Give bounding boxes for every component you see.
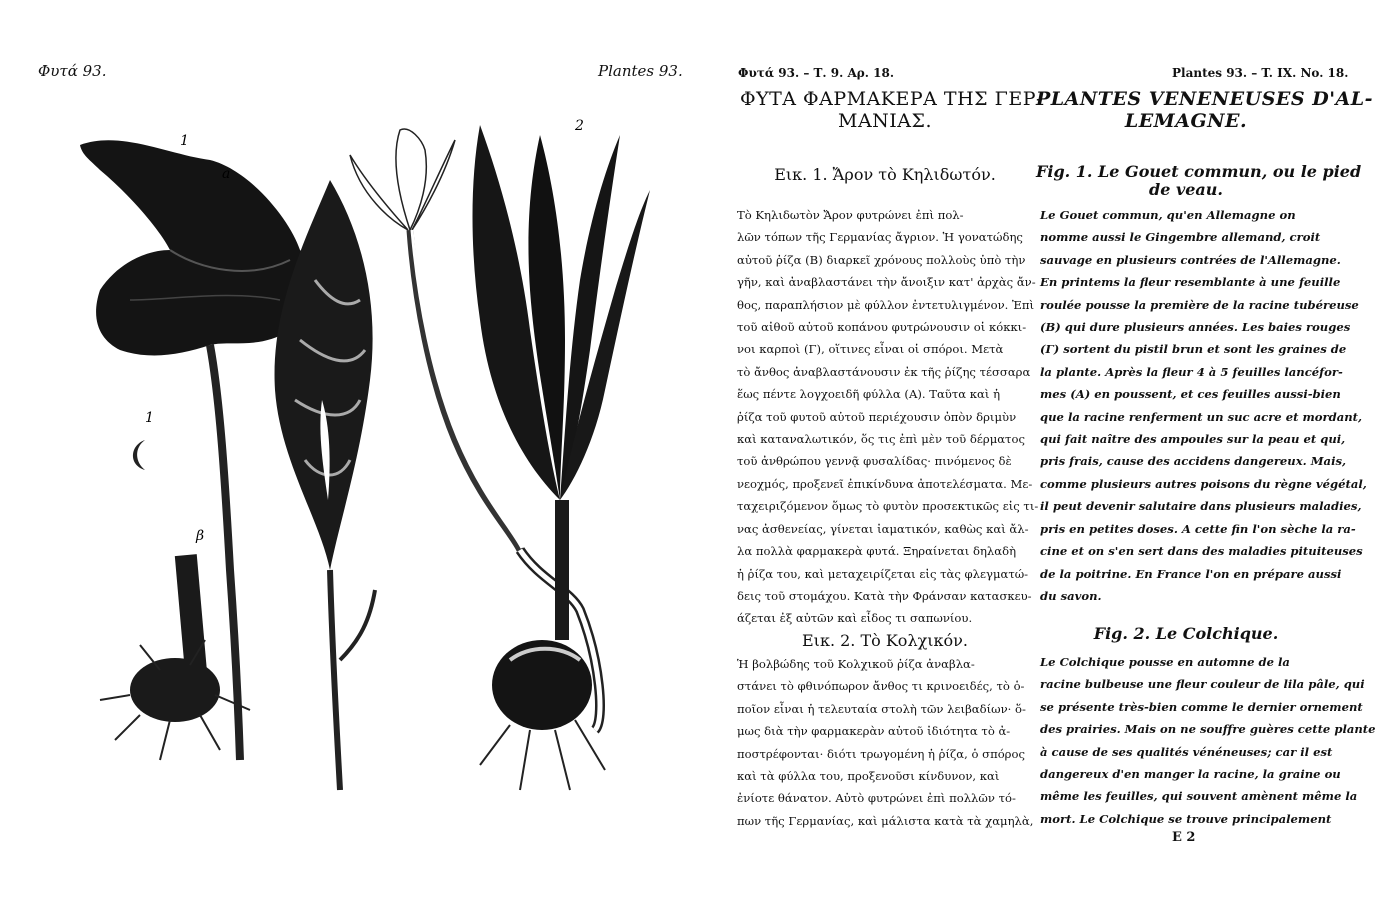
colchicum-leaves-illustration <box>473 125 651 640</box>
plate-label-b: β <box>196 528 205 544</box>
greek-title: ΦΥΤΑ ΦΑΡΜΑΚΕΡΑ ΤΗΣ ΓΕΡ- ΜΑΝΙΑΣ. <box>740 88 1043 132</box>
plate-label-fig1: 1 <box>180 133 189 149</box>
colchicum-corm-illustration <box>480 640 605 790</box>
french-title: PLANTES VENENEUSES D'AL- LEMAGNE. <box>1036 88 1374 132</box>
greek-text-column-1: Τὸ Κηλιδωτὸν Ἄρον φυτρώνει ἐπὶ πολ- λῶν τόπων τῆς Γερμανίας ἄγριον. Ἡ γονατώδης αὐτοῦ ῥίζα (Β) διαρκεῖ χρόνους πολλοὺς ὑπὸ τὴν γῆν, καὶ ἀναβλαστάνει τὴν ἄνοιξιν κατ' ἀρχὰς ἄν- θος, παραπλήσιον μὲ φύλλον ἐντετυλιγμένον. Ἐπὶ τοῦ αἰθοῦ αὐτοῦ κοπάνου φυτρώνουσιν οἱ κόκκι- νοι καρποὶ (Γ), οἵτινες εἶναι οἱ σπόροι. Μετὰ τὸ ἄνθος ἀναβλαστάνουσιν ἐκ τῆς ῥίζης τέσσαρα ἕως πέντε λογχοειδῆ φύλλα (Α). Ταῦτα καὶ ἡ ῥίζα τοῦ φυτοῦ αὐτοῦ περιέχουσιν ὀπὸν δριμὺν καὶ καταναλωτικόν, ὅς τις ἐπὶ μὲν τοῦ δέρματος τοῦ ἀνθρώπου γεννᾷ φυσαλίδας· πινόμενος δὲ νεοχμός, προξενεῖ ἐπικίνδυνα ἀποτελέσματα. Με- ταχειριζόμενον ὅμως τὸ φυτὸν προσεκτικῶς εἰς τι- νας ἀσθενείας, γίνεται ἰαματικόν, καθὼς καὶ ἄλ- λα πολλὰ φαρμακερὰ φυτά. Ξηραίνεται δηλαδὴ ἡ ῥίζα του, καὶ μεταχειρίζεται εἰς τὰς φλεγματώ- δεις τοῦ στομάχου. Κατὰ τὴν Φράνσαν κατασκευ- άζεται ἐξ αὐτῶν καὶ εἶδος τι σαπωνίου. <box>737 208 1039 626</box>
french-text-column-1: Le Gouet commun, qu'en Allemagne on nomme aussi le Gingembre allemand, croit sauvage en plusieurs contrées de l'Allemagne. En printems la fleur resemblante à une feuille roulée pousse la première de la racine tubéreuse (B) qui dure plusieurs années. Les baies rouges (Γ) sortent du pistil brun et sont les graines de la plante. Après la fleur 4 à 5 feuilles lancéfor- mes (A) en poussent, et ces feuilles aussi-bien que la racine renferment un suc acre et mordant, qui fait naître des ampoules sur la peau et qui, pris frais, cause des accidens dangereux. Mais, comme plusieurs autres poisons du règne végétal, il peut devenir salutaire dans plusieurs maladies, pris en petites doses. A cette fin l'on sèche la ra- cine et on s'en sert dans des maladies pituiteuses de la poitrine. En France l'on en prépare aussi du savon. <box>1040 208 1367 603</box>
french-fig2-heading: Fig. 2. Le Colchique. <box>1093 624 1279 643</box>
botanical-plate <box>60 100 680 820</box>
plate-label-fig1c: 1 <box>145 410 154 426</box>
french-text-column-2: Le Colchique pousse en automne de la racine bulbeuse une fleur couleur de lila pâle, qui se présente très-bien comme le dernier ornement des prairies. Mais on ne souffre guères cette plante à cause de ses qualités vénéneuses; car il est dangereux d'en manger la racine, la graine ou même les feuilles, qui souvent amènent même la mort. Le Colchique se trouve principalement <box>1040 655 1376 826</box>
berry-crescent <box>133 440 145 470</box>
page-signature: E 2 <box>1172 830 1196 845</box>
plate-label-fig2: 2 <box>575 118 584 134</box>
plate-label-a: a <box>222 166 231 182</box>
right-header-french: Plantes 93. – T. IX. No. 18. <box>1172 66 1349 80</box>
left-header-greek: Φυτά 93. <box>38 62 107 80</box>
greek-text-column-2: Ἡ βολβώδης τοῦ Κολχικοῦ ῥίζα ἀναβλα- στάνει τὸ φθινόπωρον ἄνθος τι κρινοειδές, τὸ ὁ- ποῖον εἶναι ἡ τελευταία στολὴ τῶν λειβαδίων· ὅ- μως διὰ τὴν φαρμακερὰν αὐτοῦ ἰδιότητα τὸ ἀ- ποστρέφονται· διότι τρωγομένη ἡ ῥίζα, ὁ σπόρος καὶ τὰ φύλλα του, προξενοῦσι κίνδυνον, καὶ ἐνίοτε θάνατον. Αὐτὸ φυτρώνει ἐπὶ πολλῶν τό- πων τῆς Γερμανίας, καὶ μάλιστα κατὰ τὰ χαμηλὰ, <box>737 657 1034 828</box>
right-header-greek: Φυτά 93. – Τ. 9. Αρ. 18. <box>738 66 895 80</box>
greek-fig1-heading: Εικ. 1. Ἄρον τὸ Κηλιδωτόν. <box>774 165 996 184</box>
french-fig1-heading: Fig. 1. Le Gouet commun, ou le pied de veau. <box>1036 162 1362 199</box>
greek-fig2-heading: Εικ. 2. Τὸ Κολχικόν. <box>801 631 968 650</box>
left-header-french: Plantes 93. <box>598 62 683 80</box>
